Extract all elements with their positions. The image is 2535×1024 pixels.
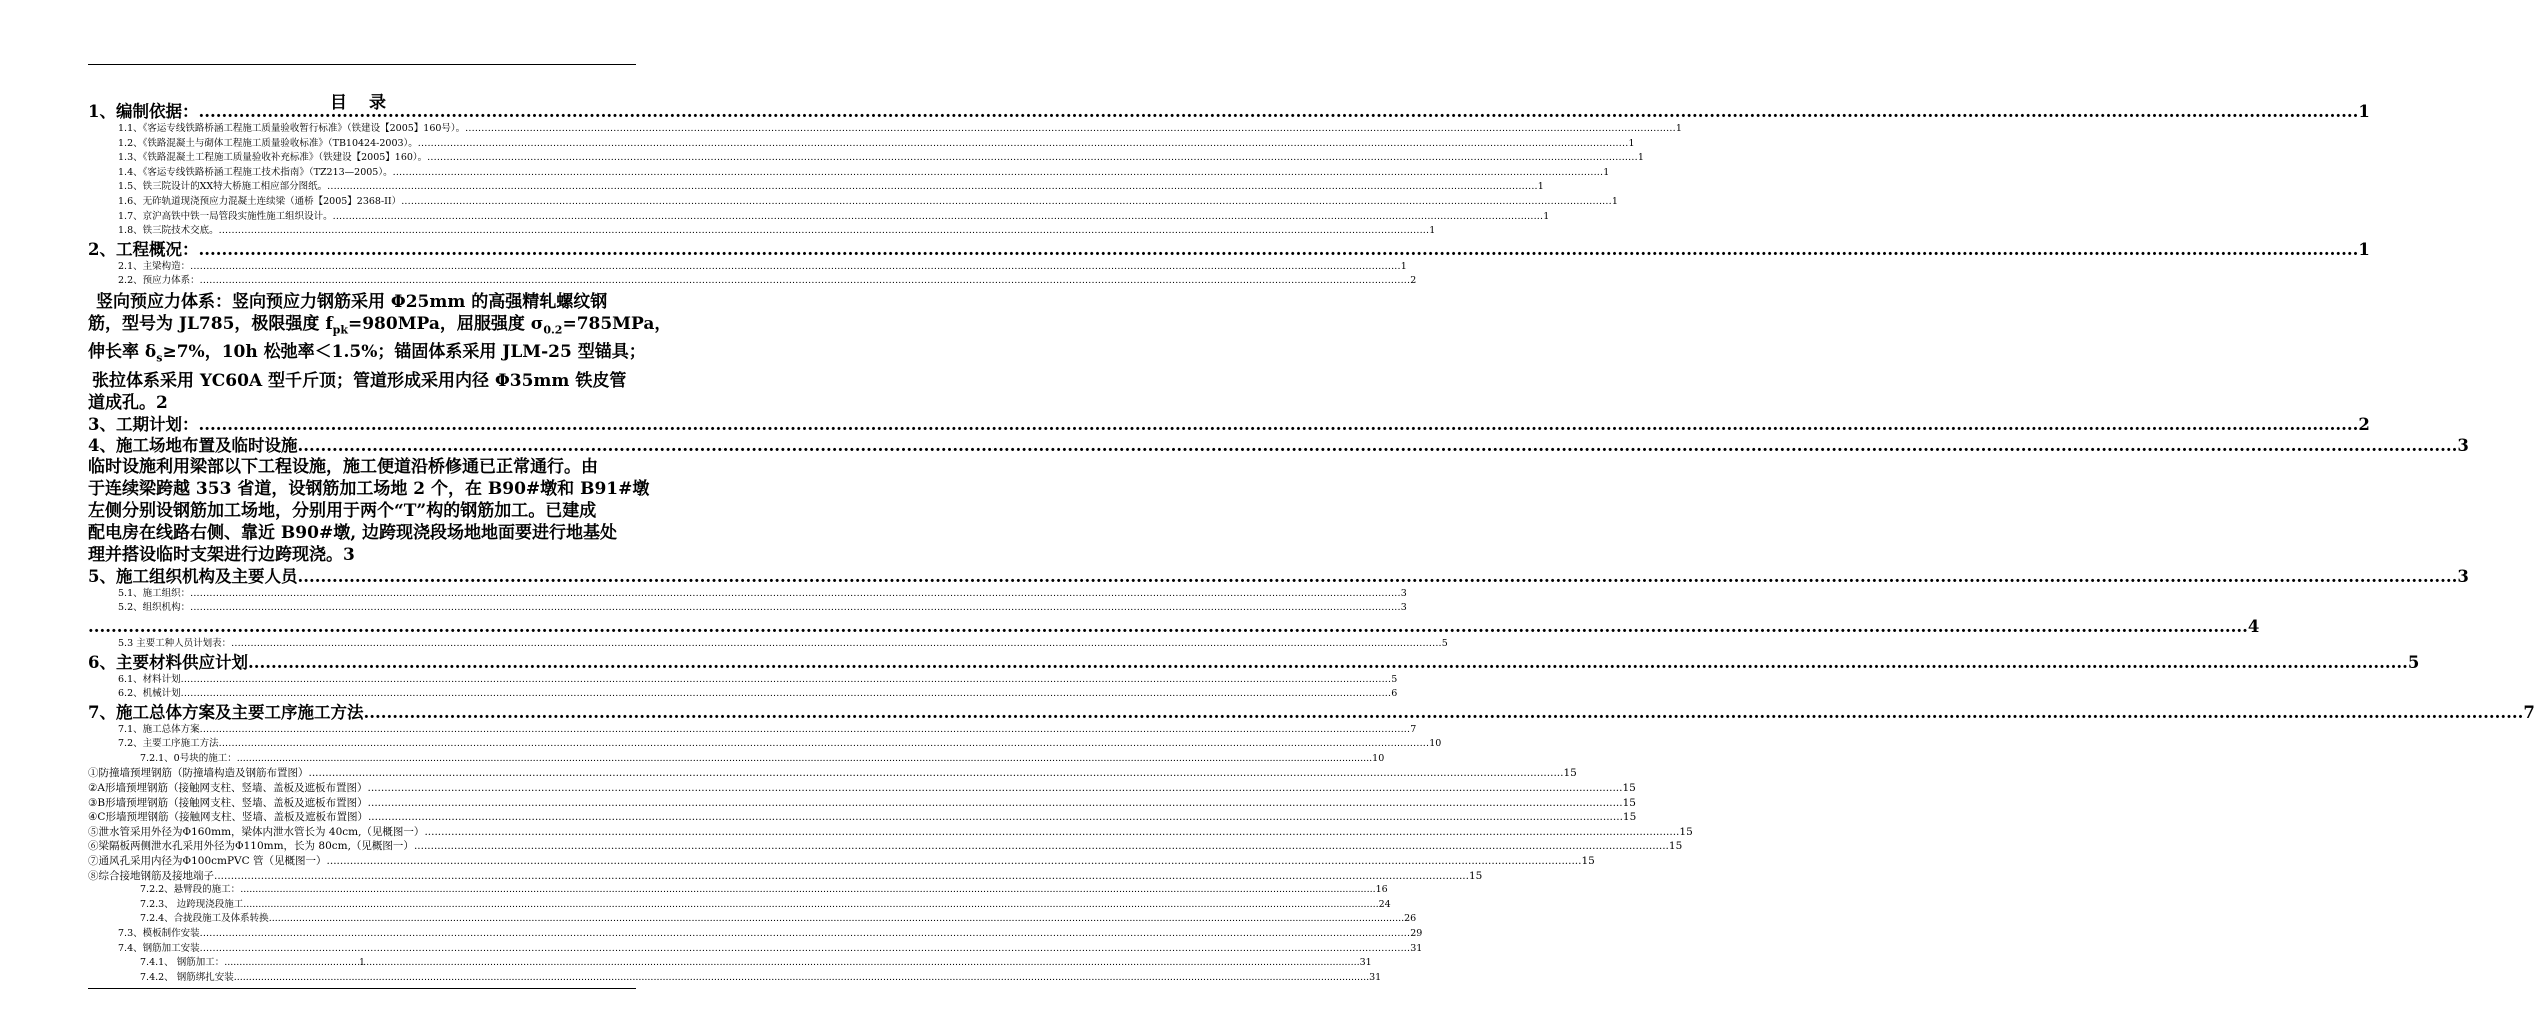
toc-entry-page: 15 — [1622, 782, 1636, 795]
toc-leader-dots — [190, 587, 1401, 602]
toc-leader-dots — [198, 414, 2358, 435]
toc-paragraph-prestress — [88, 291, 672, 414]
toc-leader-dots — [198, 239, 2358, 260]
toc-entry-page: 1 — [1429, 225, 1436, 237]
toc-leader-dots — [427, 151, 1638, 166]
toc-entry[interactable] — [88, 810, 1637, 825]
toc-entry-level1[interactable] — [88, 566, 2469, 587]
toc-leader-dots — [418, 137, 1629, 152]
toc-entry-page: 15 — [1668, 840, 1683, 853]
toc-entry-page: 7 — [1410, 723, 1417, 735]
toc-entry-level1[interactable] — [88, 414, 2370, 435]
toc-leader-dots — [181, 673, 1392, 688]
toc-leader-dots — [309, 766, 1564, 781]
toc-entry[interactable] — [88, 637, 1448, 652]
toc-entry-page: 31 — [1359, 957, 1372, 969]
toc-entry[interactable] — [88, 151, 1644, 166]
header-rule — [88, 64, 636, 65]
toc-leader-dots — [181, 687, 1392, 702]
toc-entry-title: ⑦通风孔采用内径为Φ100cmPVC 管（见概图一） — [88, 855, 327, 868]
toc-entry-page: 3 — [2457, 435, 2469, 455]
toc-entry-title: 1.1、《客运专线铁路桥涵工程施工质量验收暂行标准》（铁建设【2005】160号）。 — [118, 123, 466, 134]
toc-entry[interactable] — [88, 210, 1550, 225]
toc-entry-title: 1.3、《铁路混凝土工程施工质量验收补充标准》（铁建设【2005】160）。 — [118, 152, 428, 164]
para-line: 张拉体系采用 YC60A 型千斤顶；管道形成采用内径 Φ35mm 铁皮管 — [92, 370, 627, 391]
toc-leader-dots — [190, 601, 1401, 616]
toc-entry-page: 7 — [2523, 702, 2535, 722]
toc-entry[interactable] — [88, 737, 1442, 752]
toc-leader-dots — [363, 702, 2523, 723]
toc-entry[interactable] — [88, 274, 1417, 289]
toc-entry-title: 2.2、预应力体系： — [118, 275, 200, 287]
toc-leader-dots — [200, 927, 1411, 942]
toc-leader-dots — [237, 752, 1372, 767]
toc-entry-page: 15 — [1581, 855, 1595, 868]
toc-entry-page: 15 — [1622, 796, 1636, 809]
toc-entry-page: 29 — [1410, 928, 1423, 939]
toc-entry[interactable] — [88, 971, 1382, 986]
toc-entry-page: 1 — [1675, 123, 1682, 134]
toc-entry-title: 7.4.1、 钢筋加工： — [140, 957, 225, 969]
toc-leader-dots — [200, 723, 1411, 738]
toc-entry-page: 1 — [1603, 166, 1610, 178]
toc-entry-title: ③B形墙预埋钢筋（接触网支柱、竖墙、盖板及遮板布置图） — [88, 796, 368, 809]
toc-entry-title: 1.4、《客运专线铁路桥涵工程施工技术指南》（TZ213—2005）。 — [118, 166, 393, 178]
para-line: 理并搭设临时支架进行边跨现浇。 3 — [88, 544, 355, 565]
toc-entry[interactable] — [88, 195, 1618, 210]
toc-leader-dots — [368, 796, 1623, 811]
toc-paragraph-site — [88, 456, 650, 566]
toc-entry-title: 7.2.2、悬臂段的施工： — [140, 884, 241, 896]
toc-leader-dots — [393, 166, 1604, 181]
toc-entry-title: ④C形墙预埋钢筋（接触网支柱、竖墙、盖板及遮板布置图） — [88, 811, 368, 824]
toc-leader-dots — [198, 101, 2358, 122]
toc-entry[interactable] — [88, 898, 1391, 913]
toc-leader-dots — [327, 854, 1582, 869]
para-line: 左侧分别设钢筋加工场地，分别用于两个“T”构的钢筋加工。已建成 — [88, 500, 597, 521]
toc-leader-dots — [243, 898, 1378, 913]
toc-entry[interactable] — [88, 122, 1682, 137]
toc-entry-title: 1、编制依据： — [88, 102, 199, 121]
toc-entry-page: 10 — [1429, 738, 1442, 750]
toc-entry[interactable] — [88, 673, 1398, 688]
toc-entry-title: 6.1、材料计划 — [118, 673, 181, 685]
toc-entry-title: 5.1、施工组织： — [118, 587, 191, 599]
toc-entry-page: 1 — [1611, 195, 1618, 207]
toc-entry-page: 6 — [1391, 688, 1398, 700]
toc-entry-title: 6、主要材料供应计划 — [88, 652, 248, 672]
page-number: 1 — [359, 958, 365, 968]
toc-entry-level1[interactable] — [88, 239, 2370, 260]
toc-leader-dots — [414, 839, 1669, 854]
toc-leader-dots — [465, 122, 1676, 137]
para-line: 临时设施利用梁部以下工程设施，施工便道沿桥修通已正常通行。由 — [88, 456, 598, 477]
toc-entry-page: 4 — [2247, 616, 2260, 636]
toc-leader-dots — [297, 566, 2457, 587]
toc-entry-page: 2 — [2358, 414, 2370, 434]
toc-entry-level1[interactable] — [88, 101, 2370, 122]
toc-entry-title: 7.2.1、0号块的施工： — [140, 752, 237, 764]
para-line: 道成孔。 2 — [88, 392, 168, 413]
toc-entry[interactable] — [88, 912, 1417, 927]
toc-entry-page: 1 — [1628, 137, 1635, 149]
toc-entry-title: 5.2、组织机构： — [118, 602, 191, 614]
toc-entry-page: 31 — [1369, 971, 1382, 983]
toc-entry-level1[interactable] — [88, 702, 2535, 723]
toc-leader-dots — [234, 971, 1369, 986]
toc-entry[interactable] — [88, 166, 1610, 181]
para-line: 伸长率 $\delta_s\ge 7\%$，10h 松弛率＜1.5%；锚固体系采用 JLM-25 型锚具； — [88, 342, 646, 365]
toc-entry-level1[interactable] — [88, 616, 2260, 637]
toc-entry-page: 1 — [2358, 239, 2370, 259]
toc-entry-title: 2.1、主梁构造： — [118, 260, 191, 272]
toc-entry-page: 1 — [1543, 210, 1550, 222]
toc-entry-page: 1 — [1537, 181, 1544, 193]
toc-entry-page: 1 — [2358, 102, 2370, 121]
toc-leader-dots — [327, 180, 1538, 195]
toc-leader-dots — [219, 224, 1430, 239]
toc-leader-dots — [200, 274, 1411, 289]
toc-entry-title: ⑧综合接地钢筋及接地端子 — [88, 869, 214, 882]
toc-entry[interactable] — [88, 723, 1417, 738]
toc-entry[interactable] — [88, 687, 1398, 702]
toc-entry-page: 5 — [1441, 637, 1448, 649]
toc-entry[interactable] — [88, 601, 1407, 616]
toc-entry-page: 1 — [1400, 260, 1407, 272]
toc-entry-title: 4、施工场地布置及临时设施 — [88, 435, 298, 455]
toc-entry-page: 26 — [1404, 913, 1417, 925]
page-title: 目 录 — [330, 93, 394, 113]
toc-entry[interactable] — [88, 869, 1483, 884]
para-line: 于连续梁跨越 353 省道，设钢筋加工场地 2 个，在 B90#墩和 B91#墩 — [88, 478, 650, 499]
toc-entry-page: 15 — [1679, 825, 1693, 838]
toc-leader-dots — [269, 912, 1404, 927]
toc-entry-page: 3 — [2457, 566, 2469, 586]
toc-leader-dots — [200, 942, 1411, 957]
toc-entry[interactable] — [88, 796, 1636, 811]
toc-entry-title: 7.1、施工总体方案 — [118, 723, 200, 735]
toc-leader-dots — [401, 195, 1612, 210]
toc-entry[interactable] — [88, 587, 1407, 602]
toc-leader-dots — [248, 652, 2408, 673]
toc-entry-page: 31 — [1410, 942, 1423, 954]
toc-entry[interactable] — [88, 825, 1693, 840]
toc-entry-title: 7.4、钢筋加工安装 — [118, 942, 200, 954]
toc-entry-page: 1 — [1637, 152, 1644, 164]
toc-leader-dots — [231, 637, 1442, 652]
toc-entry-page: 3 — [1400, 602, 1407, 614]
toc-entry[interactable] — [88, 927, 1423, 942]
toc-entry-title: 7.2、主要工序施工方法 — [118, 738, 219, 750]
toc-entry[interactable] — [88, 781, 1636, 796]
toc-entry[interactable] — [88, 260, 1407, 275]
toc-entry-title: 1.5、铁三院设计的XX特大桥施工相应部分图纸。 — [118, 181, 328, 193]
toc-entry-title: 1.6、无砟轨道现浇预应力混凝土连续梁（通桥【2005】2368-II） — [118, 195, 402, 207]
toc-leader-dots — [214, 869, 1469, 884]
toc-leader-dots — [333, 210, 1544, 225]
toc-entry-page: 15 — [1622, 811, 1637, 824]
toc-entry-page: 10 — [1372, 752, 1385, 764]
toc-entry[interactable] — [88, 137, 1635, 152]
toc-entry-title: 5、施工组织机构及主要人员 — [88, 566, 298, 586]
toc-entry-page: 15 — [1563, 767, 1577, 780]
toc-entry-page: 24 — [1378, 898, 1391, 910]
toc-entry-title: 6.2、机械计划 — [118, 688, 181, 700]
toc-entry-title: ①防撞墙预埋钢筋（防撞墙构造及钢筋布置图） — [88, 767, 309, 780]
toc-entry-title: 3、工期计划： — [88, 414, 199, 434]
toc-entry-title: 1.2、《铁路混凝土与砌体工程施工质量验收标准》（TB10424-2003）。 — [118, 137, 418, 149]
toc-leader-dots — [240, 883, 1375, 898]
toc-entry[interactable] — [88, 942, 1423, 957]
toc-entry[interactable] — [88, 180, 1544, 195]
toc-entry-title: 1.8、铁三院技术交底。 — [118, 225, 219, 237]
table-of-contents — [88, 101, 2535, 985]
toc-entry-title: ⑥梁隔板两侧泄水孔采用外径为Φ110mm，长为 80cm,（见概图一） — [88, 840, 414, 853]
toc-leader-dots — [297, 435, 2457, 456]
toc-entry[interactable] — [88, 854, 1595, 869]
toc-entry-page: 2 — [1410, 275, 1417, 287]
toc-leader-dots — [424, 825, 1679, 840]
toc-leader-dots — [88, 616, 2248, 637]
toc-entry-page: 5 — [2407, 652, 2420, 672]
toc-entry-title: 7.2.4、合拢段施工及体系转换 — [140, 913, 269, 925]
para-line: 竖向预应力体系：竖向预应力钢筋采用 Φ25mm 的高强精轧螺纹钢 — [96, 291, 608, 312]
toc-entry-page: 5 — [1391, 673, 1398, 685]
toc-leader-dots — [368, 781, 1623, 796]
toc-entry-title: 1.7、京沪高铁中铁一局管段实施性施工组织设计。 — [118, 210, 333, 222]
toc-leader-dots — [219, 737, 1430, 752]
toc-entry[interactable] — [88, 883, 1388, 898]
toc-entry-page: 15 — [1468, 869, 1483, 882]
toc-entry-title: 7.2.3、 边跨现浇段施工 — [140, 898, 244, 910]
footer-rule — [88, 988, 636, 989]
toc-entry[interactable] — [88, 752, 1385, 767]
toc-entry-title: 5.3 主要工种人员计划表： — [118, 637, 232, 649]
para-line: 筋，型号为 JL785，极限强度 $f_{pk}=980MPa$，屈服强度 $\sigma_{0.2}=785MPa$， — [88, 313, 672, 337]
toc-entry-level1[interactable] — [88, 652, 2420, 673]
toc-entry-page: 16 — [1375, 884, 1388, 896]
para-line: 配电房在线路右侧、靠近 B90#墩, 边跨现浇段场地地面要进行地基处 — [88, 522, 618, 543]
toc-entry-title: 7、施工总体方案及主要工序施工方法 — [88, 702, 364, 722]
toc-entry-title: 7.3、模板制作安装 — [118, 928, 200, 939]
toc-leader-dots — [190, 260, 1401, 275]
toc-entry[interactable] — [88, 224, 1436, 239]
toc-entry[interactable] — [88, 766, 1577, 781]
toc-entry-title: ②A形墙预埋钢筋（接触网支柱、竖墙、盖板及遮板布置图） — [88, 782, 368, 795]
toc-entry-page: 3 — [1400, 587, 1407, 599]
toc-leader-dots — [368, 810, 1623, 825]
toc-entry-title: ⑤泄水管采用外径为Φ160mm，梁体内泄水管长为 40cm,（见概图一） — [88, 825, 425, 838]
toc-entry-title: 2、工程概况： — [88, 239, 199, 259]
toc-entry[interactable] — [88, 839, 1683, 854]
toc-entry-level1[interactable] — [88, 435, 2469, 456]
toc-entry-title: 7.4.2、 钢筋绑扎安装 — [140, 971, 234, 983]
